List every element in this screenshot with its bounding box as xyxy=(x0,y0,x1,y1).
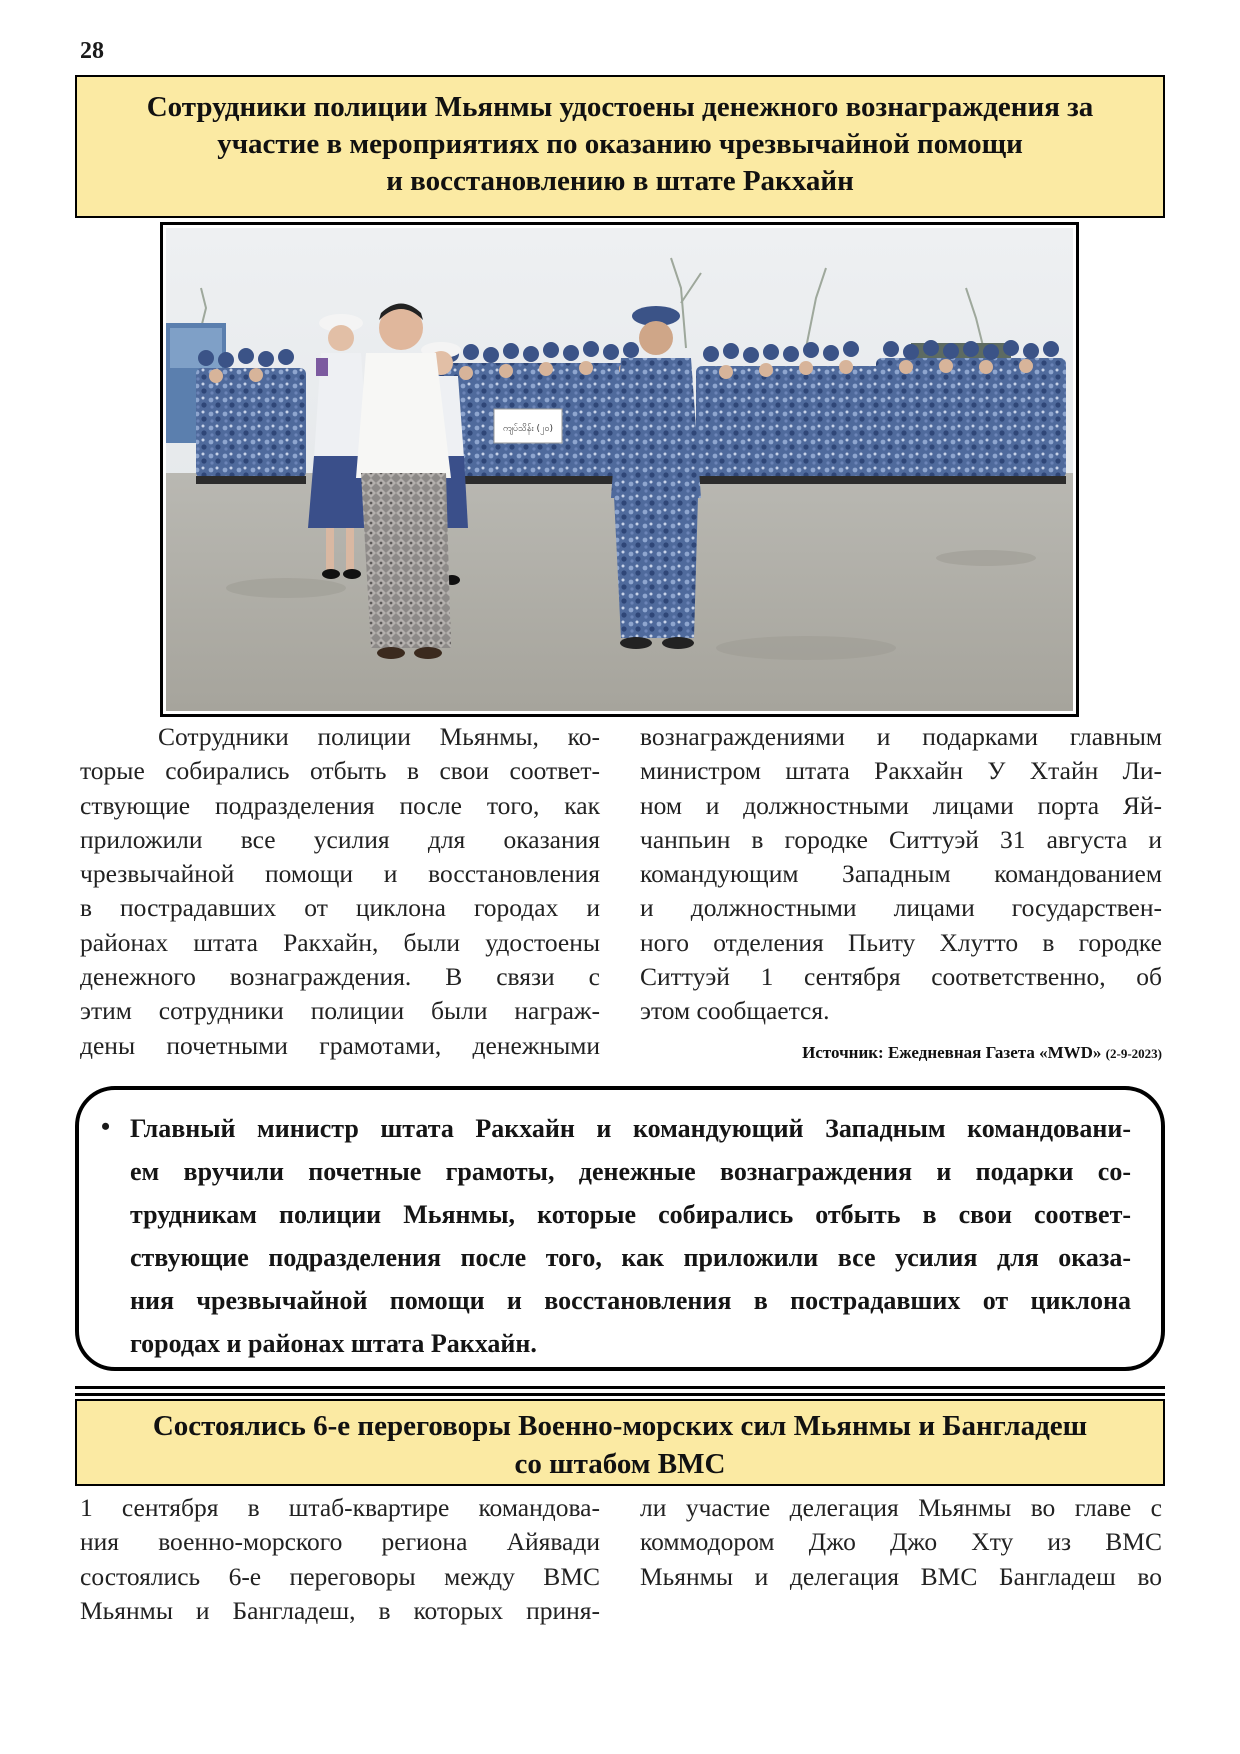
body-line: и должностными лицами государствен- xyxy=(640,893,1162,923)
body-line: Мьянмы и Бангладеш, в которых приня- xyxy=(80,1595,600,1625)
section-divider xyxy=(75,1386,1165,1389)
body-line: 1 сентября в штаб-квартире командова- xyxy=(80,1493,600,1522)
award-ceremony-photo xyxy=(166,228,1073,711)
body-line: командующим Западным командованием xyxy=(640,859,1162,889)
article-title xyxy=(75,1399,1165,1486)
article-title xyxy=(75,75,1165,218)
article-photo xyxy=(160,222,1079,717)
article-body-left xyxy=(80,720,600,1063)
article-body-left xyxy=(80,1491,600,1628)
body-line: ния военно-морского региона Айявади xyxy=(80,1527,600,1557)
body-line: Мьянмы и делегация ВМС Бангладеш во xyxy=(640,1561,1162,1591)
page-number: 28 xyxy=(80,38,104,64)
source-label: Источник: Ежедневная Газета «MWD» xyxy=(802,1043,1102,1062)
article-body-right xyxy=(640,720,1162,1029)
body-line: дены почетными грамотами, денежными xyxy=(80,1030,600,1060)
body-line: денежного вознаграждения. В связи с xyxy=(80,962,600,992)
summary-line: ствующие подразделения после того, как приложили все усилия для оказа- xyxy=(130,1243,1131,1272)
body-line: коммодором Джо Джо Хту из ВМС xyxy=(640,1527,1162,1557)
summary-line: ем вручили почетные грамоты, денежные вознаграждения и подарки со- xyxy=(130,1157,1131,1186)
body-line: районах штата Ракхайн, были удостоены xyxy=(80,927,600,957)
article-title-line: и восстановлению в штате Ракхайн xyxy=(386,165,854,197)
body-line: в пострадавших от циклона городах и xyxy=(80,893,600,923)
article-title-line: Состоялись 6-е переговоры Военно-морских сил Мьянмы и Бангладеш xyxy=(152,1410,1088,1442)
summary-text xyxy=(130,1107,1131,1365)
body-line: министром штата Ракхайн У Хтайн Ли- xyxy=(640,756,1162,786)
body-line: чрезвычайной помощи и восстановления xyxy=(80,859,600,889)
summary-line: ния чрезвычайной помощи и восстановления в пострадавших от циклона xyxy=(130,1286,1131,1315)
body-line: состоялись 6-е переговоры между ВМС xyxy=(80,1561,600,1591)
body-line: вознаграждениями и подарками главным xyxy=(640,722,1162,751)
article-title-line: со штабом ВМС xyxy=(514,1448,726,1480)
body-line: этим сотрудники полиции были награж- xyxy=(80,996,600,1026)
summary-box xyxy=(75,1086,1165,1371)
body-line: Ситтуэй 1 сентября соответственно, об xyxy=(640,962,1162,992)
body-line: ствующие подразделения после того, как xyxy=(80,790,600,820)
body-line: ли участие делегация Мьянмы во главе с xyxy=(640,1493,1162,1522)
article-title-line: участие в мероприятиях по оказанию чрезвычайной помощи xyxy=(217,128,1023,160)
article-body-right xyxy=(640,1491,1162,1594)
summary-line: трудникам полиции Мьянмы, которые собирались отбыть в свои соответ- xyxy=(130,1200,1131,1229)
article-title-line: Сотрудники полиции Мьянмы удостоены денежного вознаграждения за xyxy=(146,91,1094,123)
envelope-text: ကျပ်သိန်း (၂၀) xyxy=(502,424,554,434)
body-line: торые собирались отбыть в свои соответ- xyxy=(80,756,600,786)
summary-line: городах и районах штата Ракхайн. xyxy=(130,1329,537,1358)
article-source xyxy=(640,1043,1162,1063)
body-line: этом сообщается. xyxy=(640,996,830,1026)
body-line: ного отделения Пьиту Хлутто в городке xyxy=(640,927,1162,957)
source-date: (2-9-2023) xyxy=(1105,1046,1162,1061)
body-line: приложили все усилия для оказания xyxy=(80,824,600,854)
body-line: Сотрудники полиции Мьянмы, ко- xyxy=(158,722,600,751)
body-line: чанпьин в городке Ситтуэй 31 августа и xyxy=(640,824,1162,854)
summary-line: Главный министр штата Ракхайн и командующий Западным командовани- xyxy=(130,1114,1131,1143)
section-divider xyxy=(75,1393,1165,1396)
bullet-icon: • xyxy=(101,1112,111,1141)
body-line: ном и должностными лицами порта Яй- xyxy=(640,790,1162,820)
